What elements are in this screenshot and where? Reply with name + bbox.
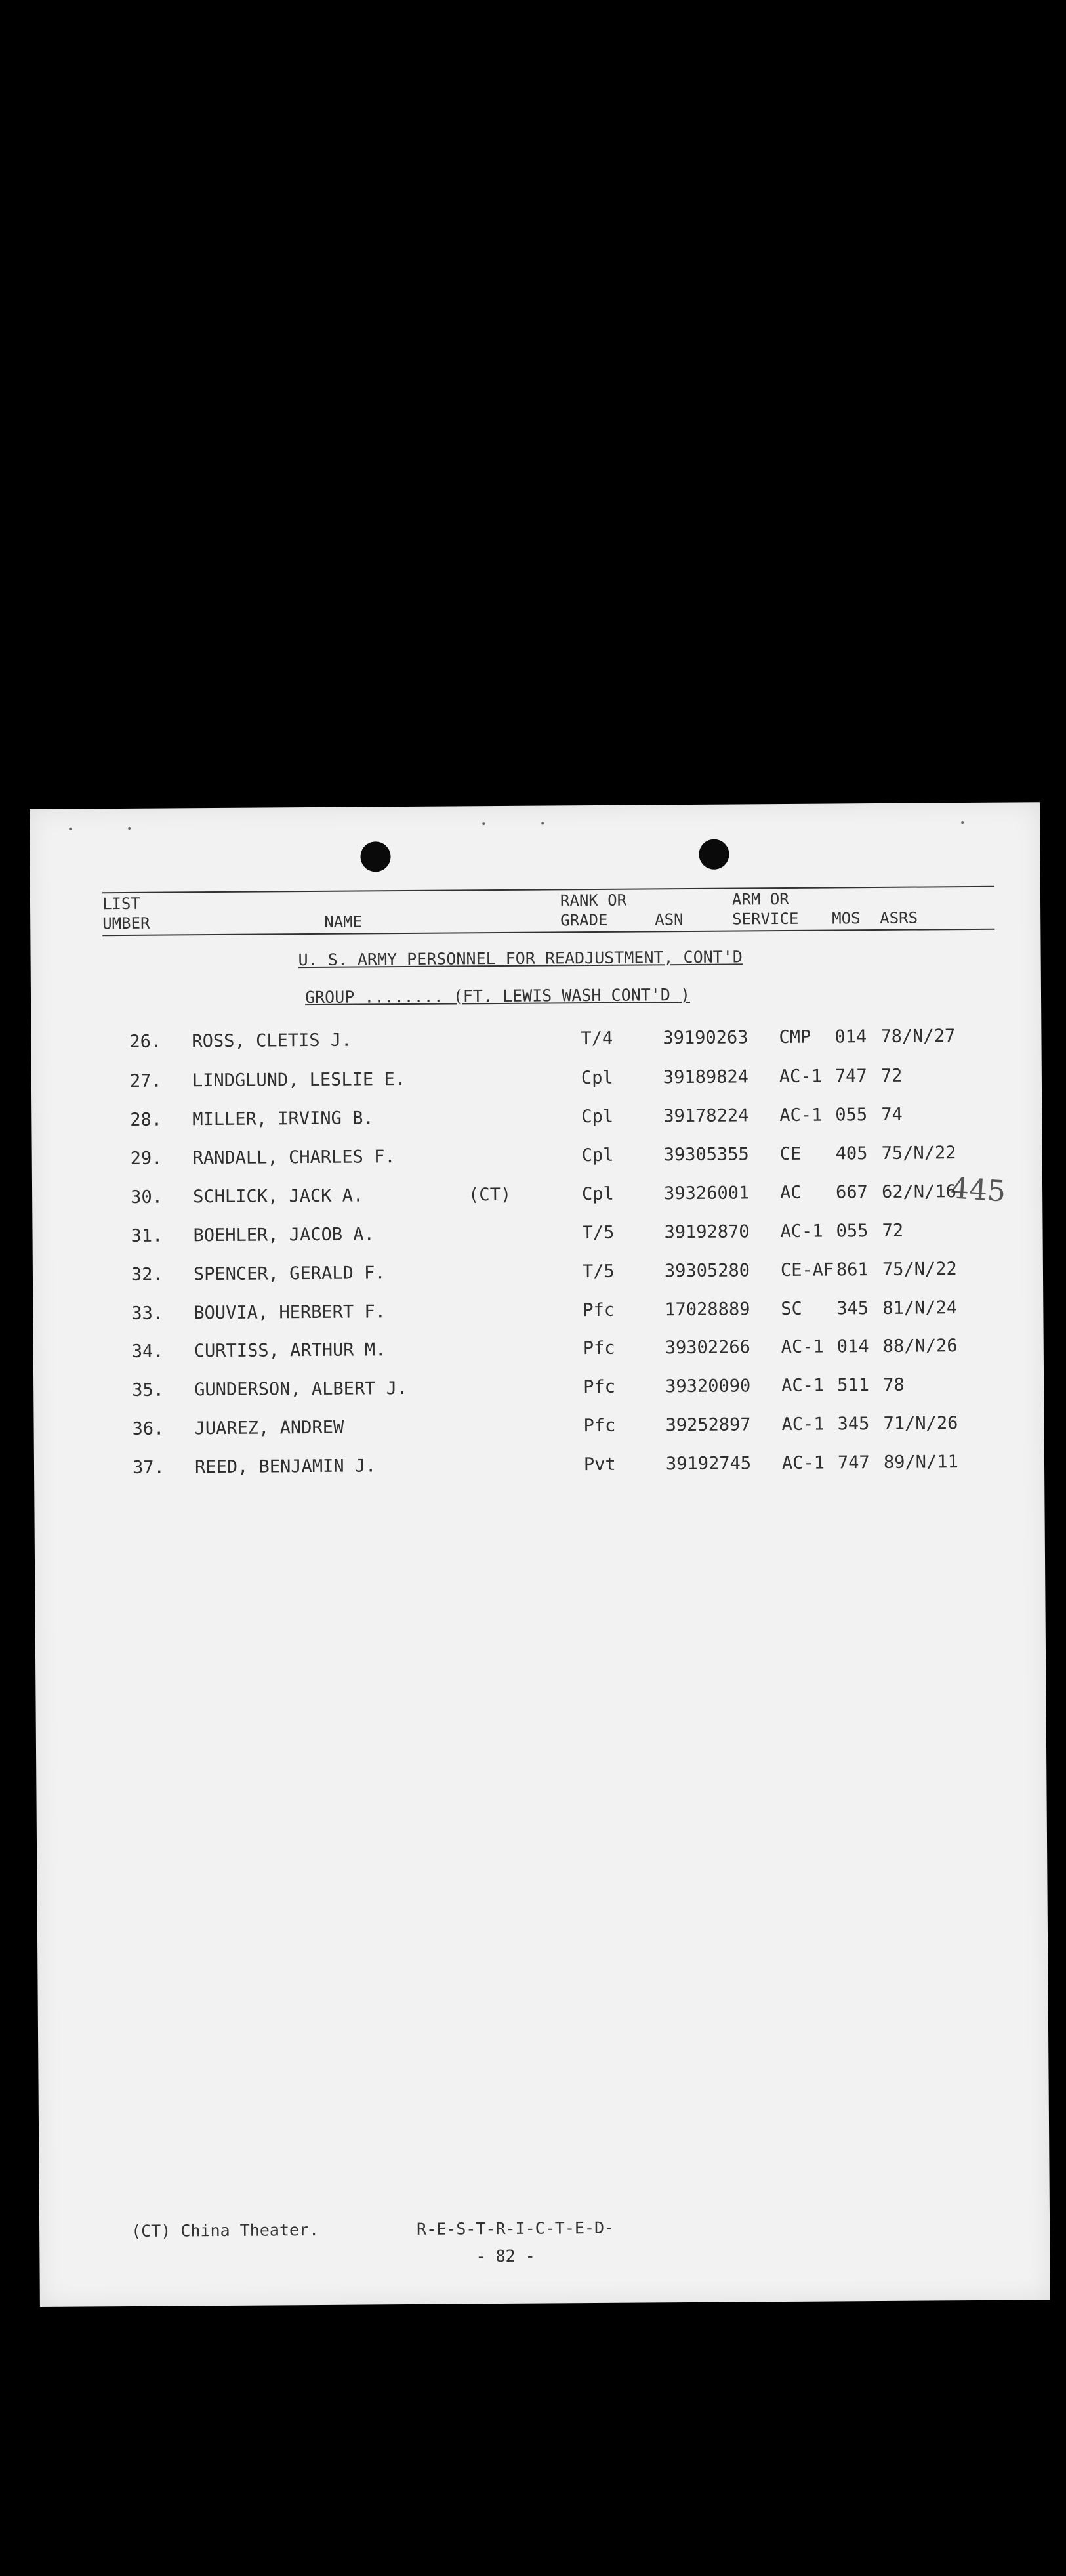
asrs: 72: [880, 1065, 903, 1086]
header-top-rule: [102, 886, 994, 893]
asn: 39178224: [663, 1105, 749, 1127]
mos: 014: [834, 1026, 867, 1047]
rank: Cpl: [581, 1145, 614, 1166]
mos: 861: [836, 1259, 869, 1280]
header-mos-label: MOS: [832, 909, 861, 928]
asrs: 88/N/26: [882, 1336, 958, 1357]
asrs: 78/N/27: [880, 1026, 956, 1047]
page-number-stamp: 445: [949, 1172, 1007, 1209]
list-number: 33.: [131, 1303, 164, 1324]
rank: Cpl: [581, 1106, 614, 1128]
table-row: [34, 1451, 1044, 1498]
person-name: BOUVIA, HERBERT F.: [194, 1301, 386, 1324]
asrs: 78: [883, 1374, 905, 1395]
arm-service: CE: [779, 1143, 802, 1165]
speck: [128, 827, 131, 830]
header-rank-label: RANK OR: [560, 891, 627, 910]
person-name: MILLER, IRVING B.: [192, 1108, 374, 1130]
section-subtitle: GROUP ........ (FT. LEWIS WASH CONT'D ): [304, 984, 691, 1007]
asrs: 74: [881, 1104, 903, 1125]
mos: 014: [836, 1336, 869, 1357]
arm-service: AC-1: [781, 1336, 824, 1358]
header-asrs-label: ASRS: [880, 908, 918, 927]
section-title: U. S. ARMY PERSONNEL FOR READJUSTMENT, CONT'D: [298, 947, 743, 970]
person-name: ROSS, CLETIS J.: [192, 1030, 352, 1052]
list-number: 35.: [132, 1380, 165, 1401]
speck: [482, 822, 485, 825]
asn: 39302266: [665, 1337, 750, 1359]
arm-service: AC-1: [781, 1414, 825, 1435]
punch-hole: [699, 839, 729, 870]
asn: 39326001: [664, 1183, 750, 1204]
person-name: RANDALL, CHARLES F.: [192, 1147, 396, 1169]
theater-note: (CT): [468, 1184, 512, 1206]
arm-service: AC: [780, 1182, 802, 1204]
mos: 055: [835, 1105, 868, 1126]
asrs: 71/N/26: [883, 1413, 958, 1434]
asn: 39190263: [663, 1027, 748, 1049]
person-name: SPENCER, GERALD F.: [193, 1263, 386, 1285]
rank: T/5: [582, 1222, 615, 1244]
mos: 667: [835, 1182, 868, 1203]
classification-marking: R-E-S-T-R-I-C-T-E-D-: [417, 2218, 615, 2239]
person-name: REED, BENJAMIN J.: [194, 1456, 377, 1478]
document-page: [30, 802, 1050, 2307]
header-grade-label: GRADE: [560, 910, 608, 930]
person-name: BOEHLER, JACOB A.: [193, 1224, 375, 1246]
table-row: [31, 1025, 1041, 1072]
header-asn-label: ASN: [655, 910, 684, 929]
header-list-label: LIST: [102, 894, 140, 914]
rank: Pvt: [583, 1454, 616, 1475]
person-name: SCHLICK, JACK A.: [193, 1185, 364, 1208]
list-number: 37.: [132, 1457, 165, 1478]
rank: Cpl: [582, 1183, 615, 1205]
asrs: 72: [882, 1220, 904, 1241]
arm-service: AC-1: [781, 1452, 825, 1474]
person-name: JUAREZ, ANDREW: [194, 1417, 344, 1439]
mos: 405: [835, 1143, 868, 1164]
person-name: GUNDERSON, ALBERT J.: [194, 1378, 408, 1401]
mos: 345: [836, 1298, 869, 1319]
asrs: 81/N/24: [882, 1298, 958, 1319]
arm-service: SC: [781, 1298, 802, 1320]
list-number: 28.: [130, 1109, 163, 1130]
header-bottom-rule: [102, 929, 994, 936]
person-name: LINDGLUND, LESLIE E.: [192, 1069, 406, 1091]
person-name: CURTISS, ARTHUR M.: [194, 1340, 386, 1362]
arm-service: AC-1: [779, 1105, 823, 1126]
rank: Cpl: [581, 1067, 613, 1089]
list-number: 32.: [131, 1264, 163, 1285]
arm-service: AC-1: [780, 1221, 823, 1242]
arm-service: CMP: [779, 1026, 811, 1048]
rank: T/5: [582, 1261, 615, 1282]
list-number: 31.: [131, 1225, 163, 1246]
asn: 39320090: [665, 1376, 751, 1397]
asrs: 89/N/11: [883, 1452, 958, 1473]
rank: Pfc: [583, 1299, 615, 1321]
arm-service: AC-1: [779, 1066, 823, 1087]
speck: [541, 822, 544, 825]
header-arm-label: ARM OR: [731, 889, 789, 909]
asn: 39189824: [663, 1066, 749, 1088]
footer-note: (CT) China Theater.: [131, 2220, 319, 2241]
asn: 39192870: [664, 1221, 750, 1243]
list-number: 27.: [129, 1070, 162, 1091]
page-number: - 82 -: [476, 2246, 535, 2266]
asrs: 75/N/22: [881, 1143, 956, 1164]
mos: 747: [837, 1452, 870, 1473]
asn: 39192745: [665, 1453, 752, 1475]
list-number: 26.: [129, 1031, 162, 1052]
asn: 39305355: [663, 1144, 749, 1166]
mos: 511: [837, 1375, 870, 1396]
header-name-label: NAME: [324, 912, 363, 931]
list-number: 29.: [130, 1148, 163, 1169]
mos: 055: [836, 1221, 869, 1242]
asrs: 62/N/16: [881, 1181, 957, 1202]
rank: Pfc: [583, 1338, 615, 1359]
header-number-label: UMBER: [102, 914, 150, 933]
asn: 39305280: [664, 1260, 750, 1282]
mos: 747: [834, 1066, 867, 1087]
arm-service: AC-1: [781, 1375, 825, 1397]
header-service-label: SERVICE: [732, 909, 799, 929]
arm-service: CE-AF: [780, 1259, 834, 1281]
speck: [69, 828, 72, 830]
rank: Pfc: [583, 1376, 616, 1398]
rank: T/4: [581, 1028, 613, 1049]
punch-hole: [360, 841, 390, 872]
list-number: 36.: [132, 1418, 165, 1439]
asn: 17028889: [665, 1299, 750, 1320]
asrs: 75/N/22: [882, 1259, 957, 1280]
speck: [961, 821, 964, 824]
list-number: 34.: [131, 1341, 164, 1362]
mos: 345: [837, 1414, 870, 1435]
list-number: 30.: [131, 1187, 163, 1208]
asn: 39252897: [665, 1414, 751, 1436]
rank: Pfc: [583, 1415, 616, 1437]
